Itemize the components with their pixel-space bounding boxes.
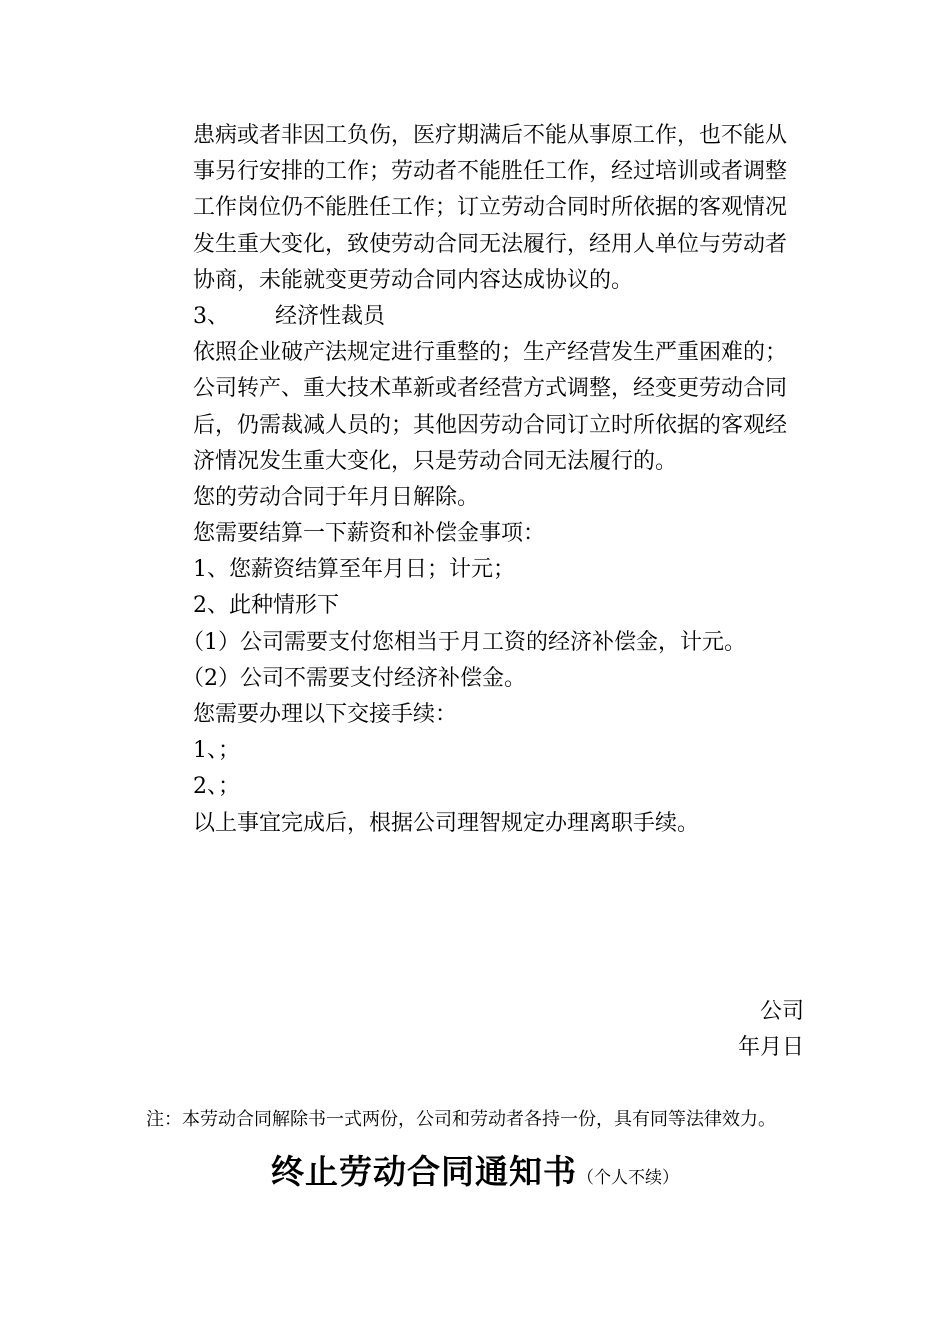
section-heading xyxy=(193,299,813,335)
paragraph-line: 发生重大变化，致使劳动合同无法履行，经用人单位与劳动者 xyxy=(193,231,788,257)
paragraph-line: 协商，未能就变更劳动合同内容达成协议的。 xyxy=(193,267,634,293)
paragraph-line: 济情况发生重大变化，只是劳动合同无法履行的。 xyxy=(193,448,678,474)
company-label: 公司 xyxy=(759,999,804,1024)
paragraph-line: 工作岗位仍不能胜任工作；订立劳动合同时所依据的客观情况 xyxy=(193,195,788,221)
settlement-intro: 您需要结算一下薪资和补偿金事项： xyxy=(193,521,546,547)
document-title xyxy=(0,1146,950,1193)
section-number: 3、 xyxy=(193,303,229,329)
footnote: 注：本劳动合同解除书一式两份，公司和劳动者各持一份，具有同等法律效力。 xyxy=(146,1109,776,1130)
signature-block xyxy=(738,994,804,1066)
compensation-option: （2）公司不需要支付经济补偿金。 xyxy=(182,665,526,691)
handover-item: 1、； xyxy=(193,738,240,764)
termination-date-line: 您的劳动合同于年月日解除。 xyxy=(193,484,480,510)
section-title: 经济性裁员 xyxy=(275,303,386,329)
settlement-item: 2、此种情形下 xyxy=(193,593,339,619)
closing-line: 以上事宜完成后，根据公司理智规定办理离职手续。 xyxy=(193,810,700,836)
document-body xyxy=(182,118,813,842)
paragraph-line: 事另行安排的工作；劳动者不能胜任工作，经过培训或者调整 xyxy=(193,159,788,185)
title-sub: （个人不续） xyxy=(577,1168,679,1188)
paragraph-line: 后，仍需裁减人员的；其他因劳动合同订立时所依据的客观经 xyxy=(193,412,788,438)
signature-date: 年月日 xyxy=(737,1035,804,1060)
paragraph-line: 患病或者非因工负伤，医疗期满后不能从事原工作，也不能从 xyxy=(193,123,788,148)
settlement-item: 1、您薪资结算至年月日；计元； xyxy=(193,557,515,583)
handover-intro: 您需要办理以下交接手续： xyxy=(193,702,458,727)
paragraph-line: 公司转产、重大技术革新或者经营方式调整，经变更劳动合同 xyxy=(193,376,788,402)
paragraph-line: 依照企业破产法规定进行重整的；生产经营发生严重困难的； xyxy=(193,340,788,366)
title-main: 终止劳动合同通知书 xyxy=(271,1152,577,1191)
compensation-option: （1）公司需要支付您相当于月工资的经济补偿金，计元。 xyxy=(182,629,746,655)
handover-item: 2、； xyxy=(193,774,240,800)
